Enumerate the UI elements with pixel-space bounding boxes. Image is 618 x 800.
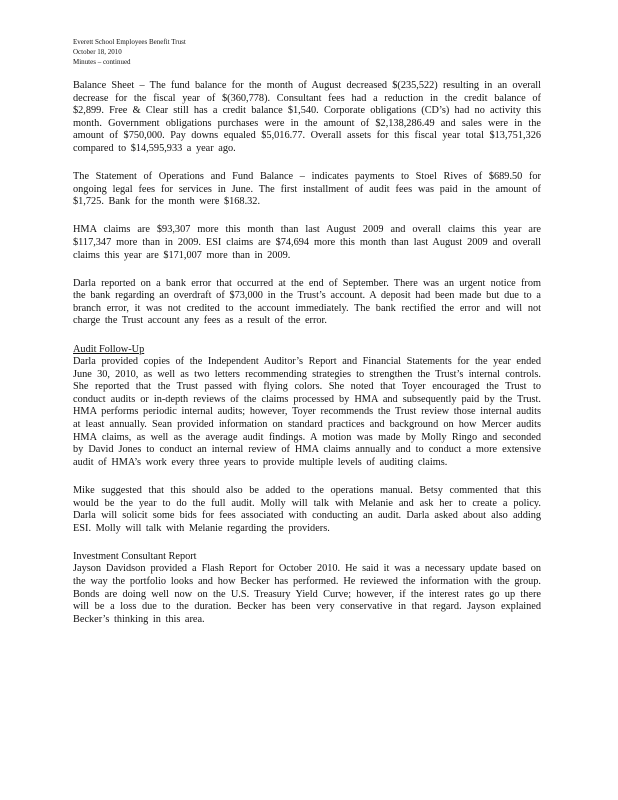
paragraph-audit-report: Darla provided copies of the Independent Auditor’s Report and Financial Statements for the year ended June 30, 2010, as well as two letters recommending strategies to strengthen the Trust’s internal controls. She reported that the Trust passed with flying colors. She noted that Toyer encouraged the Trust to conduct audits or in-depth reviews of the claims processed by HMA and subsequently paid by the Trust. HMA performs periodic internal audits; however, Toyer recommends the Trust review those internal audits at least annually. Sean provided information on standard practices and background on how Mercer audits HMA claims, as well as the average audit findings. A motion was made by Molly Ringo and seconded by David Jones to conduct an internal review of HMA claims annually and to conduct a more extensive audit of HMA’s work every three years to provide multiple levels of auditing claims. (73, 356, 541, 468)
paragraph-claims: HMA claims are $93,307 more this month than last August 2009 and overall claims this year are $117,347 more than in 2009. ESI claims are $74,694 more this month than last August 2009 and overall claims this year are $171,007 more than in 2009. (73, 224, 541, 261)
section-investment-consultant (73, 551, 541, 627)
paragraph-bank-error: Darla reported on a bank error that occurred at the end of September. There was an urgent notice from the bank regarding an overdraft of $73,000 in the Trust’s account. A deposit had been made but due to a branch error, it was not credited to the account immediately. The bank rectified the error and will not charge the Trust account any fees as a result of the error. (73, 277, 541, 327)
header-org-name: Everett School Employees Benefit Trust (73, 38, 186, 46)
paragraph-statement-of-operations: The Statement of Operations and Fund Balance – indicates payments to Stoel Rives of $689.50 for ongoing legal fees for services in June. The first installment of audit fees was paid in the amount of $1,725. Bank for the month were $168.32. (73, 171, 541, 208)
header-minutes-label: Minutes – continued (73, 58, 131, 66)
section-heading-investment: Investment Consultant Report (73, 550, 197, 562)
paragraph-balance-sheet: Balance Sheet – The fund balance for the month of August decreased $(235,522) resulting in an overall decrease for the fiscal year of $(360,778). Consultant fees had a reduction in the credit balance of $2,899. Free & Clear still has a credit balance $1,540. Corporate obligations (CD’s) had no activity this month. Government obligations purchases were in the amount of $2,138,286.49 and sales were in the amount of $750,000. Pay downs equaled $5,016.77. Overall assets for this fiscal year total $13,751,326 compared to $14,595,933 a year ago. (73, 80, 541, 154)
document-body (73, 80, 541, 642)
header-date: October 18, 2010 (73, 48, 122, 56)
section-heading-audit: Audit Follow-Up (73, 343, 145, 355)
page-header (73, 37, 186, 67)
paragraph-flash-report: Jayson Davidson provided a Flash Report for October 2010. He said it was a necessary update based on the way the portfolio looks and how Becker has performed. He reviewed the information with the group. Bonds are doing well now on the U.S. Treasury Yield Curve; however, if the interest rates go up there will be a loss due to the duration. Becker has been very conservative in that regard. Jayson explained Becker’s thinking in this area. (73, 563, 541, 625)
section-audit-follow-up (73, 344, 541, 536)
paragraph-operations-manual: Mike suggested that this should also be added to the operations manual. Betsy commented that this would be the year to do the full audit. Molly will talk with Melanie and ask her to create a policy. Darla will solicit some bids for fees associated with conducting an audit. Darla asked about also adding ESI. Molly will talk with Melanie regarding the providers. (73, 484, 541, 534)
